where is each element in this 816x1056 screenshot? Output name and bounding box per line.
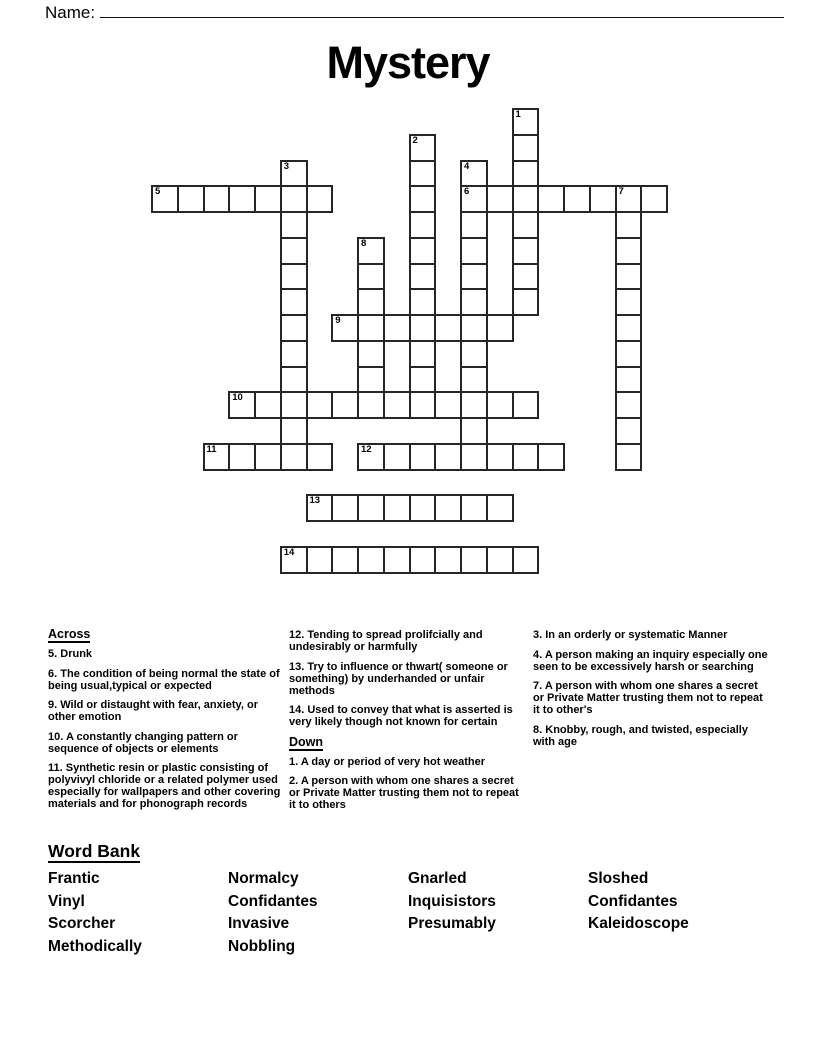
word-bank-item: Nobbling xyxy=(228,938,296,956)
word-bank-list xyxy=(48,869,768,960)
clue-7-down xyxy=(533,680,771,716)
clue-text: Drunk xyxy=(60,648,93,660)
grid-cell[interactable] xyxy=(280,211,308,239)
grid-cell[interactable] xyxy=(486,443,514,471)
clue-text: Tending to spread prolifcially and undesirably or harmfully xyxy=(289,629,483,653)
grid-cell[interactable] xyxy=(537,185,565,213)
clue-9-across xyxy=(48,699,286,723)
grid-cell[interactable] xyxy=(434,443,462,471)
grid-cell[interactable] xyxy=(228,185,256,213)
clue-4-down xyxy=(533,649,771,673)
cell-number: 14 xyxy=(283,546,295,558)
grid-cell[interactable] xyxy=(486,494,514,522)
grid-cell[interactable] xyxy=(228,391,256,419)
grid-cell[interactable] xyxy=(383,391,411,419)
grid-cell[interactable] xyxy=(151,185,179,213)
grid-cell[interactable] xyxy=(434,546,462,574)
grid-cell[interactable] xyxy=(280,417,308,445)
page-title: Mystery xyxy=(326,37,490,88)
clue-number: 2. xyxy=(289,775,299,787)
grid-cell[interactable] xyxy=(331,391,359,419)
word-bank-item: Methodically xyxy=(48,938,142,956)
cell-number: 9 xyxy=(335,315,341,326)
clue-3-down xyxy=(533,629,771,641)
clue-number: 11. xyxy=(48,762,63,774)
clue-5-across xyxy=(48,648,286,660)
grid-cell[interactable] xyxy=(357,288,385,316)
grid-cell[interactable] xyxy=(254,443,282,471)
cell-number: 13 xyxy=(309,495,321,507)
clues-column-2 xyxy=(289,628,527,819)
clue-text: Knobby, rough, and twisted, especially with age xyxy=(533,723,748,748)
grid-cell[interactable] xyxy=(615,366,643,394)
grid-cell[interactable] xyxy=(512,211,540,239)
clue-14-across xyxy=(289,704,527,728)
grid-cell[interactable] xyxy=(280,546,308,574)
grid-cell[interactable] xyxy=(460,443,488,471)
grid-cell[interactable] xyxy=(486,314,514,342)
word-bank-item: Invasive xyxy=(228,915,290,933)
grid-cell[interactable] xyxy=(512,546,540,574)
grid-cell[interactable] xyxy=(331,546,359,574)
grid-cell[interactable] xyxy=(512,391,540,419)
clue-number: 5. xyxy=(48,648,58,660)
grid-cell[interactable] xyxy=(512,185,540,213)
cell-number: 7 xyxy=(618,186,624,198)
word-bank-item: Inquisistors xyxy=(408,892,496,910)
grid-cell[interactable] xyxy=(331,494,359,522)
grid-cell[interactable] xyxy=(615,237,643,265)
grid-cell[interactable] xyxy=(280,443,308,471)
word-bank-item: Frantic xyxy=(48,870,100,887)
grid-cell[interactable] xyxy=(512,263,540,291)
word-bank-item: Confidantes xyxy=(588,892,678,910)
across-heading: Across xyxy=(48,627,91,641)
clues-column-1 xyxy=(48,628,286,818)
grid-cell[interactable] xyxy=(615,263,643,291)
clue-text: A person with whom one shares a secret or Private Matter trusting them not to repeat it to other's xyxy=(533,680,763,716)
grid-cell[interactable] xyxy=(306,391,334,419)
grid-cell[interactable] xyxy=(615,417,643,445)
clue-text: A day or period of very hot weather xyxy=(300,755,486,768)
word-bank-item: Presumably xyxy=(408,915,496,933)
clue-number: 8. xyxy=(533,723,543,736)
clue-13-across xyxy=(289,661,527,697)
grid-cell[interactable] xyxy=(615,185,643,213)
clue-text: The condition of being normal the state of being usual,typical or expected xyxy=(48,667,280,692)
grid-cell[interactable] xyxy=(357,340,385,368)
grid-cell[interactable] xyxy=(409,288,437,316)
cell-number: 10 xyxy=(232,392,243,404)
clue-number: 6. xyxy=(48,667,58,680)
grid-cell[interactable] xyxy=(280,340,308,368)
grid-cell[interactable] xyxy=(331,314,359,342)
word-bank-item: Sloshed xyxy=(588,870,649,887)
grid-cell[interactable] xyxy=(409,391,437,419)
grid-cell[interactable] xyxy=(460,494,488,522)
grid-cell[interactable] xyxy=(280,185,308,213)
grid-cell[interactable] xyxy=(615,340,643,368)
grid-cell[interactable] xyxy=(615,288,643,316)
grid-cell[interactable] xyxy=(460,417,488,445)
grid-cell[interactable] xyxy=(409,314,437,342)
cell-number: 3 xyxy=(283,160,290,172)
word-bank-item: Kaleidoscope xyxy=(588,915,689,933)
grid-cell[interactable] xyxy=(512,237,540,265)
grid-cell[interactable] xyxy=(460,366,488,394)
clue-number: 13. xyxy=(289,660,305,673)
word-bank-item: Confidantes xyxy=(228,892,318,910)
grid-cell[interactable] xyxy=(280,288,308,316)
grid-cell[interactable] xyxy=(460,546,488,574)
clue-text: A constantly changing pattern or sequence of objects or elements xyxy=(48,730,238,755)
grid-cell[interactable] xyxy=(460,160,488,188)
grid-cell[interactable] xyxy=(409,160,437,188)
grid-cell[interactable] xyxy=(254,185,282,213)
cell-number: 11 xyxy=(206,443,217,455)
grid-cell[interactable] xyxy=(254,391,282,419)
clue-text: Wild or distaught with fear, anxiety, or other emotion xyxy=(48,699,258,723)
grid-cell[interactable] xyxy=(640,185,668,213)
grid-cell[interactable] xyxy=(203,443,231,471)
grid-cell[interactable] xyxy=(512,160,540,188)
cell-number: 8 xyxy=(361,237,367,249)
grid-cell[interactable] xyxy=(434,494,462,522)
name-blank-line xyxy=(100,0,784,18)
grid-cell[interactable] xyxy=(409,185,437,213)
grid-cell[interactable] xyxy=(383,443,411,471)
grid-cell[interactable] xyxy=(434,314,462,342)
cell-number: 4 xyxy=(464,160,470,172)
grid-cell[interactable] xyxy=(409,546,437,574)
grid-cell[interactable] xyxy=(460,211,488,239)
grid-cell[interactable] xyxy=(409,134,437,162)
grid-cell[interactable] xyxy=(228,443,256,471)
grid-cell[interactable] xyxy=(280,366,308,394)
grid-cell[interactable] xyxy=(306,443,334,471)
grid-cell[interactable] xyxy=(486,185,514,213)
down-heading: Down xyxy=(289,734,324,749)
word-bank-item: Vinyl xyxy=(48,892,85,910)
grid-cell[interactable] xyxy=(486,546,514,574)
clue-number: 3. xyxy=(533,629,543,641)
word-bank-item: Gnarled xyxy=(408,870,467,887)
clue-number: 14. xyxy=(289,704,305,716)
clue-number: 1. xyxy=(289,755,299,768)
clues-column-3 xyxy=(533,628,771,755)
grid-cell[interactable] xyxy=(460,288,488,316)
cell-number: 5 xyxy=(155,186,161,198)
grid-cell[interactable] xyxy=(512,443,540,471)
grid-cell[interactable] xyxy=(563,185,591,213)
grid-cell[interactable] xyxy=(357,263,385,291)
word-bank-heading: Word Bank xyxy=(48,841,141,861)
clue-2-down xyxy=(289,775,527,811)
grid-cell[interactable] xyxy=(357,443,385,471)
grid-cell[interactable] xyxy=(383,546,411,574)
grid-cell[interactable] xyxy=(460,391,488,419)
clue-6-across xyxy=(48,668,286,692)
grid-cell[interactable] xyxy=(306,546,334,574)
grid-cell[interactable] xyxy=(383,494,411,522)
grid-cell[interactable] xyxy=(512,108,540,136)
clue-number: 9. xyxy=(48,699,58,711)
grid-cell[interactable] xyxy=(306,494,334,522)
clue-8-down xyxy=(533,724,771,748)
clue-text: A person with whom one shares a secret or Private Matter trusting them not to repeat it to others xyxy=(289,775,519,811)
grid-cell[interactable] xyxy=(357,494,385,522)
clue-text: Synthetic resin or plastic consisting of polyvivyl chloride or a related polymer used especially for wallpapers and other covering materials and for phonograph records xyxy=(48,762,281,810)
grid-cell[interactable] xyxy=(615,443,643,471)
grid-cell[interactable] xyxy=(589,185,617,213)
cell-number: 12 xyxy=(361,443,372,455)
grid-cell[interactable] xyxy=(409,211,437,239)
grid-cell[interactable] xyxy=(486,391,514,419)
grid-cell[interactable] xyxy=(280,237,308,265)
grid-cell[interactable] xyxy=(409,263,437,291)
grid-cell[interactable] xyxy=(409,237,437,265)
grid-cell[interactable] xyxy=(306,185,334,213)
grid-cell[interactable] xyxy=(460,185,488,213)
grid-cell[interactable] xyxy=(512,134,540,162)
word-bank-item: Scorcher xyxy=(48,915,116,933)
clue-10-across xyxy=(48,731,286,755)
clue-text: Used to convey that what is asserted is very likely though not known for certain xyxy=(289,704,513,728)
grid-cell[interactable] xyxy=(434,391,462,419)
grid-cell[interactable] xyxy=(409,340,437,368)
grid-cell[interactable] xyxy=(460,237,488,265)
grid-cell[interactable] xyxy=(409,443,437,471)
cell-number: 2 xyxy=(412,134,418,146)
grid-cell[interactable] xyxy=(280,391,308,419)
grid-cell[interactable] xyxy=(280,314,308,342)
grid-cell[interactable] xyxy=(357,546,385,574)
grid-cell[interactable] xyxy=(203,185,231,213)
grid-cell[interactable] xyxy=(357,314,385,342)
word-bank-item: Normalcy xyxy=(228,870,299,887)
grid-cell[interactable] xyxy=(460,263,488,291)
clue-number: 4. xyxy=(533,648,543,661)
clue-text: A person making an inquiry especially one seen to be excessively harsh or searching xyxy=(533,648,768,673)
grid-cell[interactable] xyxy=(383,314,411,342)
clue-number: 7. xyxy=(533,680,543,692)
grid-cell[interactable] xyxy=(460,340,488,368)
clue-1-down xyxy=(289,756,527,768)
cell-number: 1 xyxy=(515,109,521,120)
grid-cell[interactable] xyxy=(357,366,385,394)
grid-cell[interactable] xyxy=(409,494,437,522)
grid-cell[interactable] xyxy=(177,185,205,213)
grid-cell[interactable] xyxy=(280,160,308,188)
grid-cell[interactable] xyxy=(409,366,437,394)
grid-cell[interactable] xyxy=(615,211,643,239)
grid-cell[interactable] xyxy=(280,263,308,291)
clue-number: 10. xyxy=(48,730,64,743)
clue-text: Try to influence or thwart( someone or something) by underhanded or unfair methods xyxy=(289,660,508,697)
clue-number: 12. xyxy=(289,629,305,641)
grid-cell[interactable] xyxy=(460,314,488,342)
grid-cell[interactable] xyxy=(615,391,643,419)
clue-text: In an orderly or systematic Manner xyxy=(545,629,728,641)
grid-cell[interactable] xyxy=(615,314,643,342)
clue-11-across xyxy=(48,762,286,810)
grid-cell[interactable] xyxy=(357,237,385,265)
clue-12-across xyxy=(289,629,527,653)
grid-cell[interactable] xyxy=(537,443,565,471)
name-label: Name: xyxy=(45,3,96,22)
grid-cell[interactable] xyxy=(512,288,540,316)
cell-number: 6 xyxy=(464,186,470,198)
grid-cell[interactable] xyxy=(357,391,385,419)
